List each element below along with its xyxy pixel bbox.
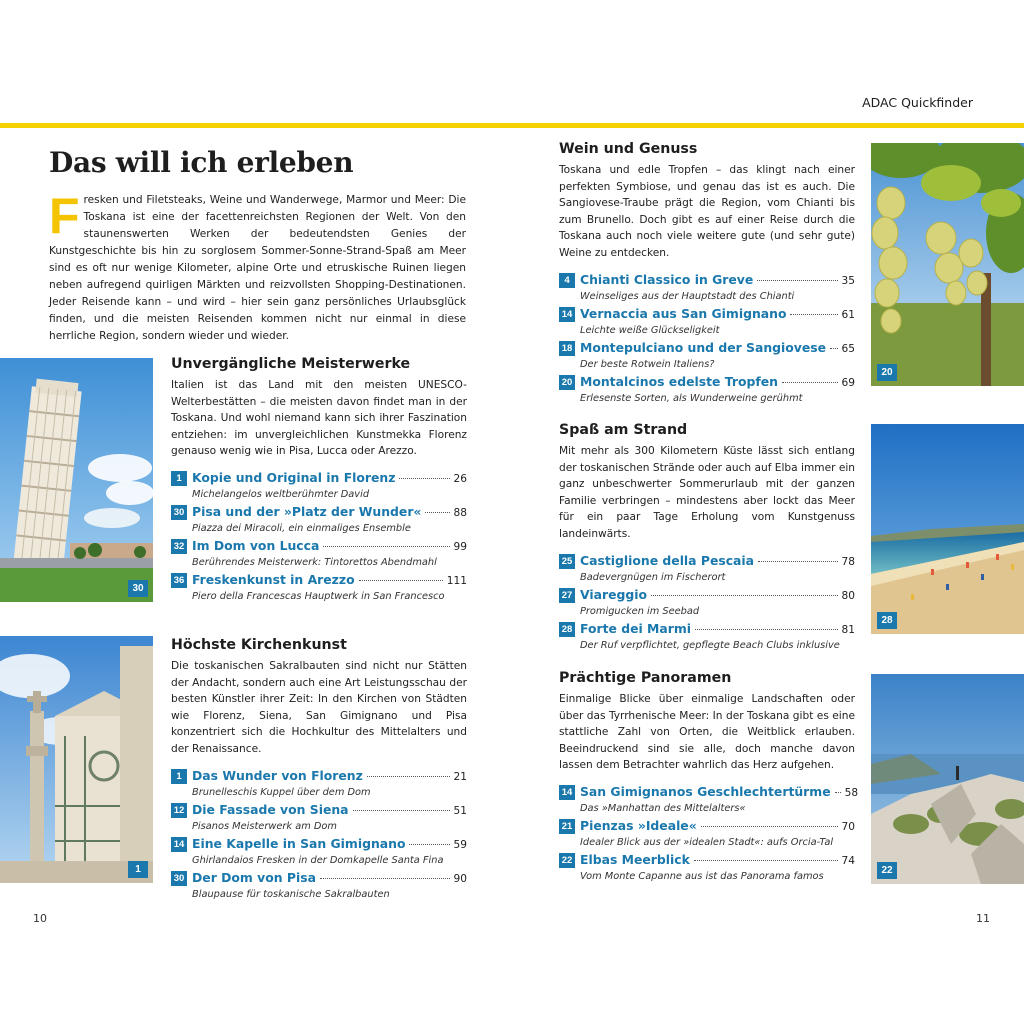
toc-entry[interactable]: [171, 538, 467, 572]
entry-page-number: 99: [453, 540, 467, 553]
entry-title[interactable]: Der Dom von Pisa: [192, 869, 316, 885]
entry-title[interactable]: San Gimignanos Geschlechtertürme: [580, 783, 831, 799]
entry-page-number: 81: [841, 623, 855, 636]
toc-entry[interactable]: [171, 470, 467, 504]
toc-entry[interactable]: [171, 802, 467, 836]
dot-leader: [790, 314, 837, 315]
entry-page-number: 51: [453, 804, 467, 817]
toc-entry[interactable]: [559, 374, 855, 408]
entry-title[interactable]: Viareggio: [580, 586, 647, 602]
entry-title[interactable]: Chianti Classico in Greve: [580, 271, 754, 287]
entry-title[interactable]: Eine Kapelle in San Gimignano: [192, 835, 406, 851]
photo-florence-duomo: [0, 636, 153, 883]
dot-leader: [399, 478, 449, 479]
entry-subtitle: Der beste Rotwein Italiens?: [580, 358, 715, 370]
toc-entry[interactable]: [559, 553, 855, 587]
dot-leader: [757, 280, 837, 281]
entry-subtitle: Piazza dei Miracoli, ein einmaliges Ensemble: [192, 522, 411, 534]
entry-subtitle: Das »Manhattan des Mittelalters«: [580, 802, 746, 814]
entry-title[interactable]: Das Wunder von Florenz: [192, 767, 363, 783]
entry-number-badge: 20: [559, 375, 575, 390]
entry-number-badge: 18: [559, 341, 575, 356]
entry-subtitle: Leichte weiße Glückseligkeit: [580, 324, 720, 336]
section-body: Toskana und edle Tropfen – das klingt nach einer perfekten Symbiose, und genau das ist es auch. Die Sangiovese-Traube prägt die Region, vom Chianti bis zum Brunello. Doch gibt es auf einer Reise durch die Toskana auch noch viele weitere gute (und sehr gute) Weine zu entdecken.: [559, 164, 855, 259]
dot-leader: [353, 810, 450, 811]
entry-number-badge: 14: [559, 307, 575, 322]
section-body: Die toskanischen Sakralbauten sind nicht nur Stätten der Andacht, sondern auch eine Art Leistungsschau der besten Künstler ihrer Zeit: In den Kirchen von Städten wie Florenz, Siena, San Gimignano und Pisa konzentriert sich die Hochkultur des Mittelalters und der Renaissance.: [171, 660, 467, 755]
toc-entry[interactable]: [171, 870, 467, 904]
entry-title[interactable]: Kopie und Original in Florenz: [192, 469, 396, 485]
dot-leader: [409, 844, 449, 845]
section-body: Italien ist das Land mit den meisten UNESCO-Welterbestätten – die meisten davon findet man in der Toskana. Und wohl niemand kann sich ihrer Faszination entziehen: im unvergleichlichen Kunstmekka Florenz genauso wenig wie in Pisa, Lucca oder Arezzo.: [171, 379, 467, 458]
section-title: Höchste Kirchenkunst: [171, 637, 347, 653]
entry-subtitle: Badevergnügen im Fischerort: [580, 571, 726, 583]
section-title: Spaß am Strand: [559, 422, 688, 438]
entry-number-badge: 36: [171, 573, 187, 588]
entry-subtitle: Weinseliges aus der Hauptstadt des Chianti: [580, 290, 795, 302]
photo-panorama: [871, 674, 1024, 884]
photo-vineyard: [871, 143, 1024, 386]
entry-page-number: 61: [841, 308, 855, 321]
entry-number-badge: 27: [559, 588, 575, 603]
entry-subtitle: Michelangelos weltberühmter David: [192, 488, 370, 500]
entry-page-number: 88: [453, 506, 467, 519]
intro-text: resken und Filetsteaks, Weine und Wanderwege, Marmor und Meer: Die Toskana ist eine der facettenreichsten Regionen der Welt. Von den staunenswerten Werken der bedeutendsten Genies der Kunstgeschichte bis hin zu sorglosem Sommer-Sonne-Strand-Spaß am Meer sind es oft nur wenige Kilometer, alpine Orte und etruskische Ruinen liegen neben aufregend quirligen Märkten und reizvollsten Shopping-Destinationen. Jeder Reisende kann – und wird – hier sein ganz persönliches Urlaubsglück finden, und die meisten Reisenden kommen nicht nur einmal in diese herrliche Region, sondern wieder und wieder.: [49, 194, 466, 342]
entry-subtitle: Ghirlandaios Fresken in der Domkapelle Santa Fina: [192, 854, 444, 866]
entry-page-number: 26: [453, 472, 467, 485]
toc-entry[interactable]: [559, 818, 855, 852]
entry-title[interactable]: Montepulciano und der Sangiovese: [580, 339, 827, 355]
section-kirchenkunst: [171, 637, 467, 904]
toc-entry[interactable]: [171, 768, 467, 802]
entry-page-number: 90: [453, 872, 467, 885]
toc-entry[interactable]: [559, 587, 855, 621]
entry-page-number: 21: [453, 770, 467, 783]
entry-subtitle: Piero della Francescas Hauptwerk in San Francesco: [192, 590, 445, 602]
photo-badge: 30: [128, 580, 148, 597]
toc-entry[interactable]: [559, 783, 859, 818]
photo-leaning-tower: [0, 358, 153, 602]
dot-leader: [367, 776, 450, 777]
section-body: Einmalige Blicke über einmalige Landschaften oder über das Tyrrhenische Meer: In der Toskana gibt es eine stattliche Zahl von Orten, die Weitblick erlauben. Beeindruckend sind sie alle, doch manche davon lassen dem Betrachter wahrlich das Herz aufgehen.: [559, 693, 855, 772]
entry-title[interactable]: Die Fassade von Siena: [192, 801, 349, 817]
dot-leader: [651, 595, 838, 596]
entry-page-number: 70: [841, 820, 855, 833]
toc-entry[interactable]: [559, 272, 855, 306]
entry-number-badge: 1: [171, 471, 187, 486]
dot-leader: [320, 878, 450, 879]
dot-leader: [323, 546, 449, 547]
entry-number-badge: 4: [559, 273, 575, 288]
entry-number-badge: 30: [171, 505, 187, 520]
photo-badge: 22: [877, 862, 897, 879]
entry-title[interactable]: Vernaccia aus San Gimignano: [580, 305, 787, 321]
entry-title[interactable]: Castiglione della Pescaia: [580, 552, 755, 568]
section-title: Wein und Genuss: [559, 141, 698, 157]
entry-page-number: 80: [841, 589, 855, 602]
entry-page-number: 78: [841, 555, 855, 568]
entry-page-number: 74: [841, 854, 855, 867]
entry-number-badge: 14: [171, 837, 187, 852]
dot-leader: [701, 826, 838, 827]
entry-subtitle: Berührendes Meisterwerk: Tintorettos Abendmahl: [192, 556, 437, 568]
entry-page-number: 59: [453, 838, 467, 851]
section-strand: [559, 422, 855, 655]
entry-title[interactable]: Pisa und der »Platz der Wunder«: [192, 503, 422, 519]
section-wein: [559, 141, 855, 408]
section-title: Unvergängliche Meisterwerke: [171, 356, 411, 372]
entry-subtitle: Vom Monte Capanne aus ist das Panorama famos: [580, 870, 824, 882]
dot-leader: [695, 629, 837, 630]
entry-title[interactable]: Pienzas »Ideale«: [580, 817, 697, 833]
photo-badge: 28: [877, 612, 897, 629]
entry-subtitle: Blaupause für toskanische Sakralbauten: [192, 888, 390, 900]
section-meisterwerke: [171, 356, 467, 606]
entry-subtitle: Der Ruf verpflichtet, gepflegte Beach Clubs inklusive: [580, 639, 840, 651]
photo-beach: [871, 424, 1024, 634]
entry-subtitle: Brunelleschis Kuppel über dem Dom: [192, 786, 371, 798]
page-number-left: 10: [33, 912, 47, 925]
entry-number-badge: 22: [559, 853, 575, 868]
toc-entry[interactable]: [559, 621, 855, 655]
entry-subtitle: Pisanos Meisterwerk am Dom: [192, 820, 337, 832]
entry-number-badge: 25: [559, 554, 575, 569]
entry-number-badge: 28: [559, 622, 575, 637]
entry-number-badge: 21: [559, 819, 575, 834]
toc-entry[interactable]: [171, 572, 467, 606]
entry-number-badge: 32: [171, 539, 187, 554]
toc-entry[interactable]: [559, 852, 855, 886]
dot-leader: [694, 860, 838, 861]
entry-page-number: 65: [841, 342, 855, 355]
entry-page-number: 69: [841, 376, 855, 389]
entry-page-number: 111: [446, 574, 467, 587]
toc-entry[interactable]: [559, 340, 855, 374]
entry-page-number: 35: [841, 274, 855, 287]
photo-badge: 20: [877, 364, 897, 381]
quickfinder-label: ADAC Quickfinder: [862, 95, 973, 110]
entry-subtitle: Erlesenste Sorten, als Wunderweine gerühmt: [580, 392, 803, 404]
toc-entry[interactable]: [559, 306, 855, 340]
dot-leader: [359, 580, 443, 581]
dot-leader: [835, 792, 841, 793]
entry-subtitle: Idealer Blick aus der »idealen Stadt«: aufs Orcia-Tal: [580, 836, 834, 848]
page-number-right: 11: [976, 912, 990, 925]
dot-leader: [830, 348, 837, 349]
entry-number-badge: 30: [171, 871, 187, 886]
photo-badge: 1: [128, 861, 148, 878]
entry-title[interactable]: Montalcinos edelste Tropfen: [580, 373, 778, 389]
toc-entry[interactable]: [171, 836, 467, 870]
section-body: Mit mehr als 300 Kilometern Küste lässt sich entlang der toskanischen Strände oder auch auf Elba immer ein ganz unbeschwerter Sommerurlaub mit der ganzen Familie verbringen – mindestens aber lockt das Meer für ein paar Tage Erholung vom Kunstgenuss landeinwärts.: [559, 445, 856, 540]
entry-subtitle: Promigucken im Seebad: [580, 605, 700, 617]
entry-number-badge: 1: [171, 769, 187, 784]
section-panoramen: [559, 670, 859, 886]
entry-title[interactable]: Im Dom von Lucca: [192, 537, 320, 553]
dot-leader: [758, 561, 837, 562]
section-title: Prächtige Panoramen: [559, 670, 732, 686]
dot-leader: [782, 382, 838, 383]
entry-number-badge: 12: [171, 803, 187, 818]
entry-title[interactable]: Forte dei Marmi: [580, 620, 692, 636]
dot-leader: [425, 512, 449, 513]
entry-title[interactable]: Freskenkunst in Arezzo: [192, 571, 355, 587]
page-title: Das will ich erleben: [49, 146, 354, 179]
entry-number-badge: 14: [559, 785, 575, 800]
entry-page-number: 58: [844, 786, 859, 799]
intro-paragraph: [49, 188, 466, 345]
header-rule: [0, 123, 1024, 128]
drop-cap: F: [49, 188, 80, 244]
toc-entry[interactable]: [171, 504, 467, 538]
entry-title[interactable]: Elbas Meerblick: [580, 851, 690, 867]
